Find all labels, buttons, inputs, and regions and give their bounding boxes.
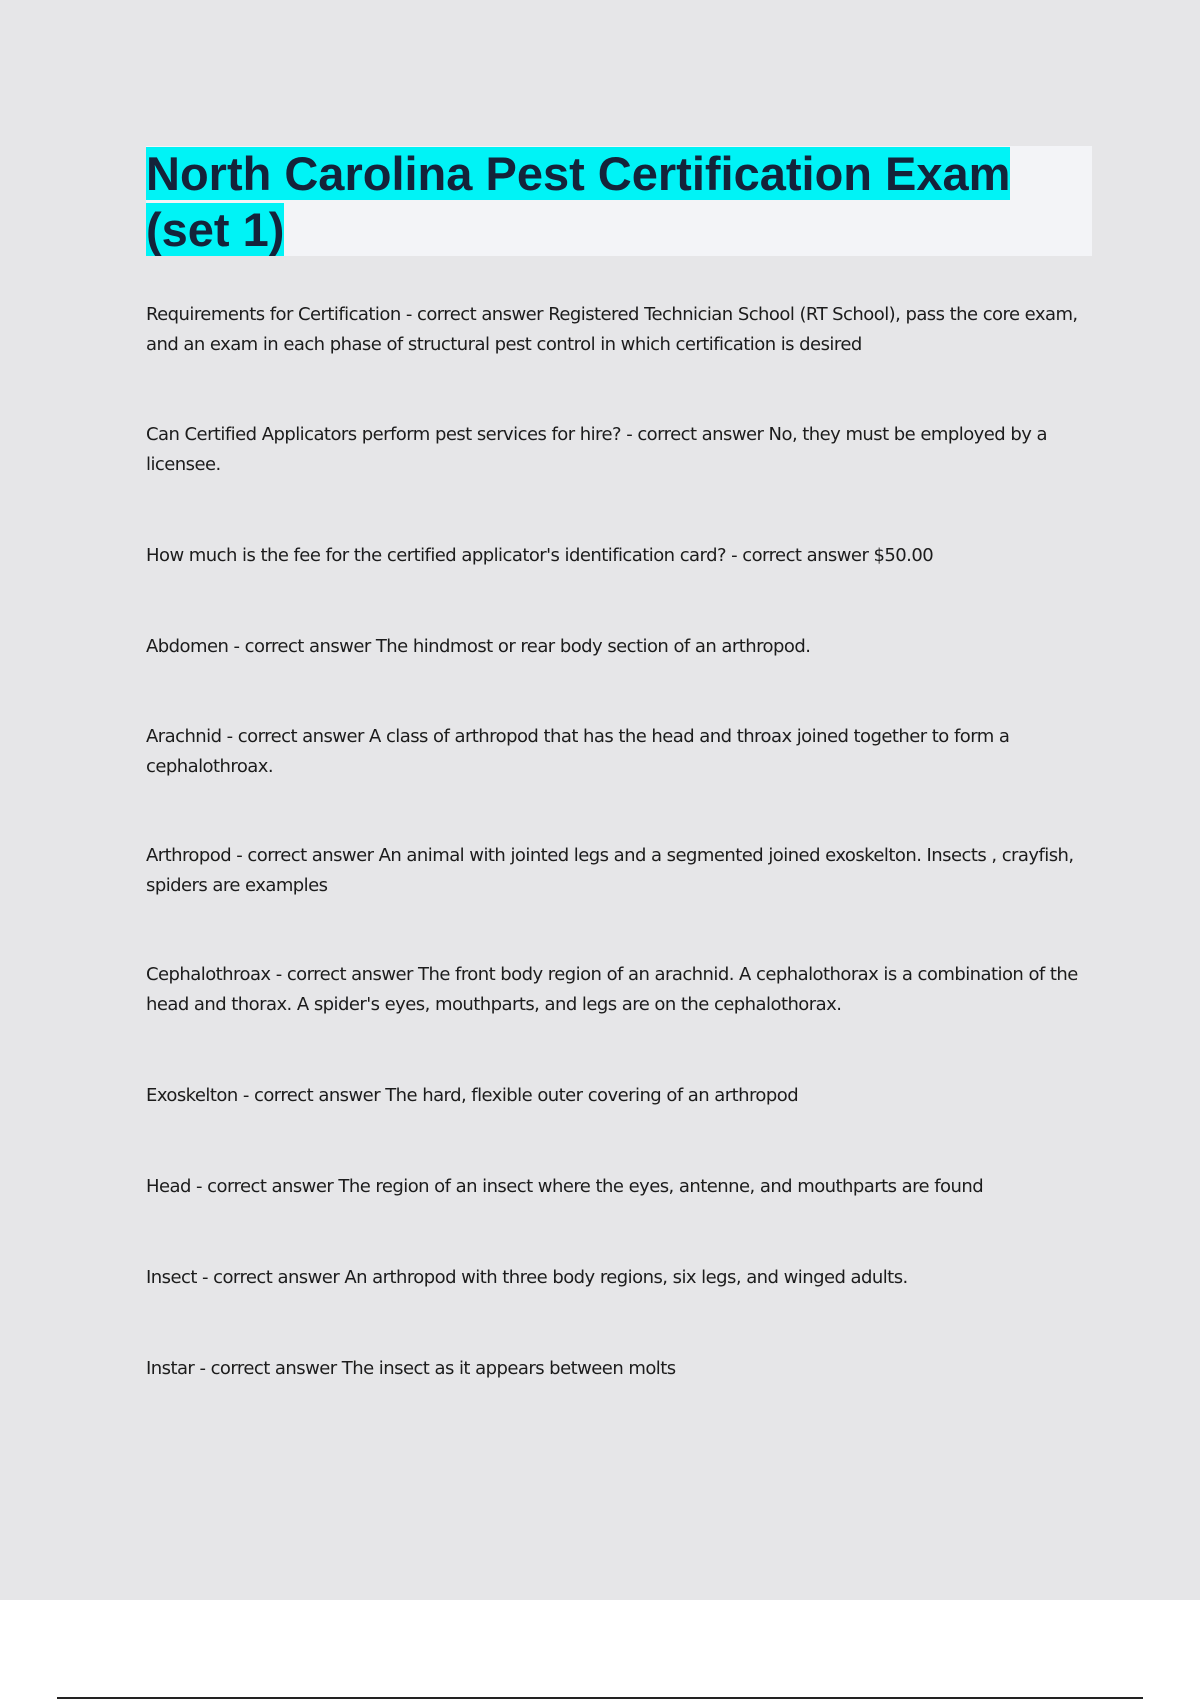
qa-item: Head - correct answer The region of an insect where the eyes, antenne, and mouthparts are found xyxy=(146,1176,984,1197)
qa-item: Exoskelton - correct answer The hard, flexible outer covering of an arthropod xyxy=(146,1085,799,1106)
footer-divider xyxy=(57,1697,1143,1699)
qa-item: Can Certified Applicators perform pest services for hire? - correct answer No, they must be employed by a licensee. xyxy=(146,424,1047,475)
qa-item: Insect - correct answer An arthropod with three body regions, six legs, and winged adults. xyxy=(146,1267,908,1288)
qa-item: Arachnid - correct answer A class of arthropod that has the head and throax joined together to form a cephalothroax. xyxy=(146,726,1010,777)
qa-item: Instar - correct answer The insect as it appears between molts xyxy=(146,1358,676,1379)
qa-item: Arthropod - correct answer An animal with jointed legs and a segmented joined exoskelton. Insects , crayfish, spiders are examples xyxy=(146,845,1074,896)
document-title xyxy=(146,146,1092,258)
title-line-2: (set 1) xyxy=(146,203,285,256)
qa-item: How much is the fee for the certified applicator's identification card? - correct answer $50.00 xyxy=(146,545,934,566)
qa-item: Requirements for Certification - correct answer Registered Technician School (RT School), pass the core exam, and an exam in each phase of structural pest control in which certification is desired xyxy=(146,304,1078,355)
title-line-1: North Carolina Pest Certification Exam xyxy=(146,147,1011,200)
qa-item: Abdomen - correct answer The hindmost or rear body section of an arthropod. xyxy=(146,636,811,657)
qa-item: Cephalothroax - correct answer The front body region of an arachnid. A cephalothorax is a combination of the head and thorax. A spider's eyes, mouthparts, and legs are on the cephalothorax. xyxy=(146,964,1078,1015)
title-block xyxy=(146,146,1092,256)
